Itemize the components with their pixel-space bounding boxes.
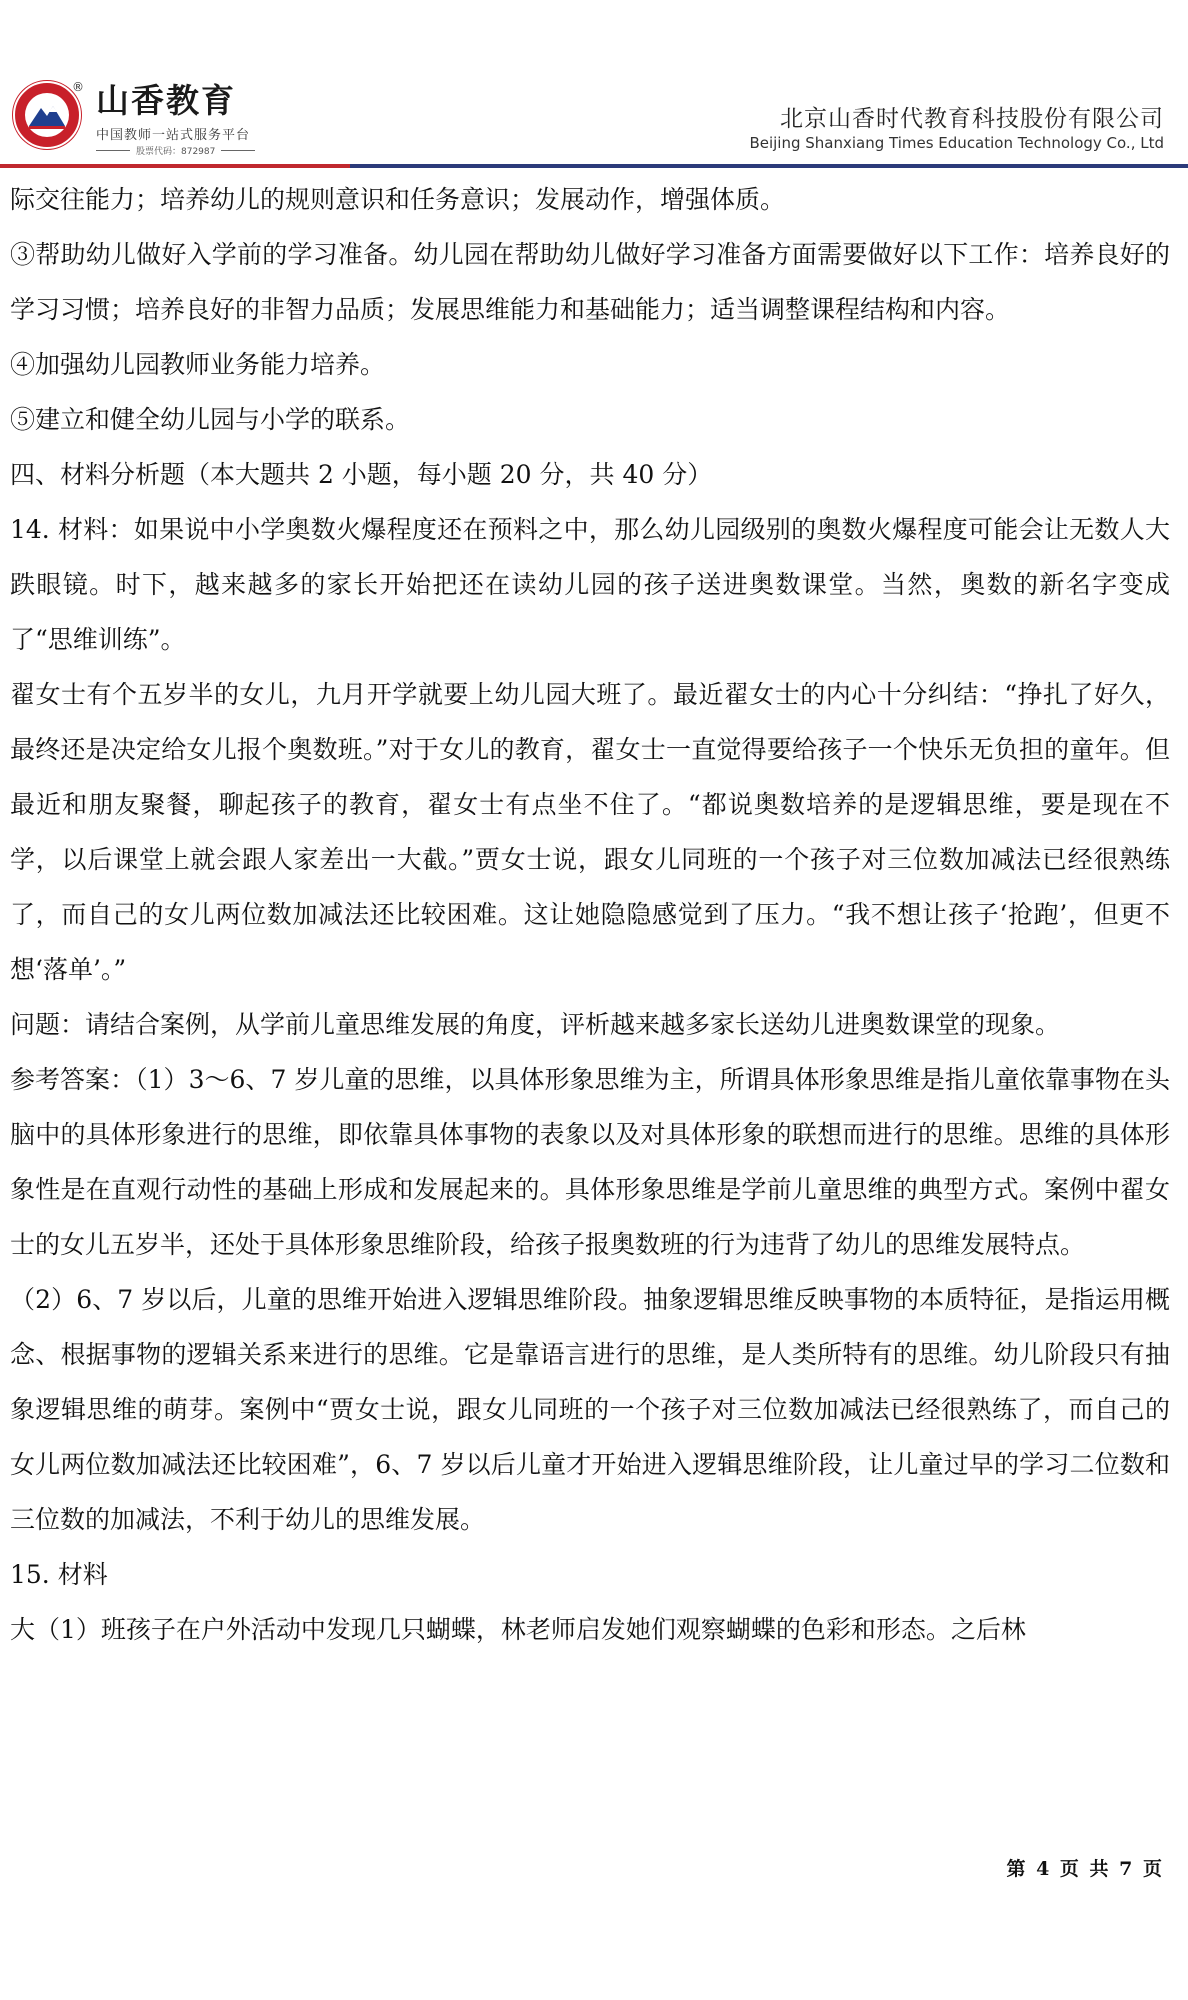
registered-mark: ® — [72, 80, 84, 94]
page-number: 第 4 页 共 7 页 — [1006, 1858, 1164, 1880]
paragraph: 14. 材料：如果说中小学奥数火爆程度还在预料之中，那么幼儿园级别的奥数火爆程度可能会让无数人大跌眼镜。时下，越来越多的家长开始把还在读幼儿园的孩子送进奥数课堂。当然，奥数的新名字变成了“思维训练”。 — [10, 515, 1170, 654]
answer: （2）6、7 岁以后，儿童的思维开始进入逻辑思维阶段。抽象逻辑思维反映事物的本质特征，是指运用概念、根据事物的逻辑关系来进行的思维。它是靠语言进行的思维，是人类所特有的思维。幼儿阶段只有抽象逻辑思维的萌芽。案例中“贾女士说，跟女儿同班的一个孩子对三位数加减法已经很熟练了，而自己的女儿两位数加减法还比较困难”，6、7 岁以后儿童才开始进入逻辑思维阶段，让儿童过早的学习二位数和三位数的加减法，不利于幼儿的思维发展。 — [10, 1285, 1170, 1534]
paragraph: ⑤建立和健全幼儿园与小学的联系。 — [10, 405, 411, 434]
brand-slogan: 中国教师一站式服务平台 — [96, 128, 251, 143]
brand-name: 山香教育 — [96, 81, 236, 120]
section-heading: 四、材料分析题（本大题共 2 小题，每小题 20 分，共 40 分） — [10, 460, 713, 489]
header-rule-blue — [350, 164, 1188, 168]
paragraph: 际交往能力；培养幼儿的规则意识和任务意识；发展动作，增强体质。 — [10, 185, 786, 214]
paragraph: 大（1）班孩子在户外活动中发现几只蝴蝶，林老师启发她们观察蝴蝶的色彩和形态。之后林 — [10, 1615, 1026, 1644]
company-name-cn: 北京山香时代教育科技股份有限公司 — [780, 106, 1164, 132]
divider — [96, 150, 130, 151]
paragraph: ③帮助幼儿做好入学前的学习准备。幼儿园在帮助幼儿做好学习准备方面需要做好以下工作：培养良好的学习习惯；培养良好的非智力品质；发展思维能力和基础能力；适当调整课程结构和内容。 — [10, 240, 1170, 324]
document-body — [10, 172, 1170, 1657]
paragraph: 翟女士有个五岁半的女儿，九月开学就要上幼儿园大班了。最近翟女士的内心十分纠结：“挣扎了好久，最终还是决定给女儿报个奥数班。”对于女儿的教育，翟女士一直觉得要给孩子一个快乐无负担的童年。但最近和朋友聚餐，聊起孩子的教育，翟女士有点坐不住了。“都说奥数培养的是逻辑思维，要是现在不学，以后课堂上就会跟人家差出一大截。”贾女士说，跟女儿同班的一个孩子对三位数加减法已经很熟练了，而自己的女儿两位数加减法还比较困难。这让她隐隐感觉到了压力。“我不想让孩子‘抢跑’，但更不想‘落单’。” — [10, 680, 1170, 984]
paragraph: 15. 材料 — [10, 1560, 108, 1589]
answer: 参考答案：（1）3～6、7 岁儿童的思维，以具体形象思维为主，所谓具体形象思维是指儿童依靠事物在头脑中的具体形象进行的思维，即依靠具体事物的表象以及对具体形象的联想而进行的思维。思维的具体形象性是在直观行动性的基础上形成和发展起来的。具体形象思维是学前儿童思维的典型方式。案例中翟女士的女儿五岁半，还处于具体形象思维阶段，给孩子报奥数班的行为违背了幼儿的思维发展特点。 — [10, 1065, 1170, 1259]
paragraph: ④加强幼儿园教师业务能力培养。 — [10, 350, 386, 379]
header-rule-red — [0, 164, 350, 168]
company-name-en: Beijing Shanxiang Times Education Technology Co., Ltd — [749, 134, 1164, 152]
stock-code-text: 股票代码：872987 — [136, 147, 216, 157]
page-header — [0, 0, 1188, 168]
stock-code — [96, 144, 255, 157]
divider — [221, 150, 255, 151]
header-rule — [0, 164, 1188, 168]
question: 问题：请结合案例，从学前儿童思维发展的角度，评析越来越多家长送幼儿进奥数课堂的现象。 — [10, 1010, 1061, 1039]
